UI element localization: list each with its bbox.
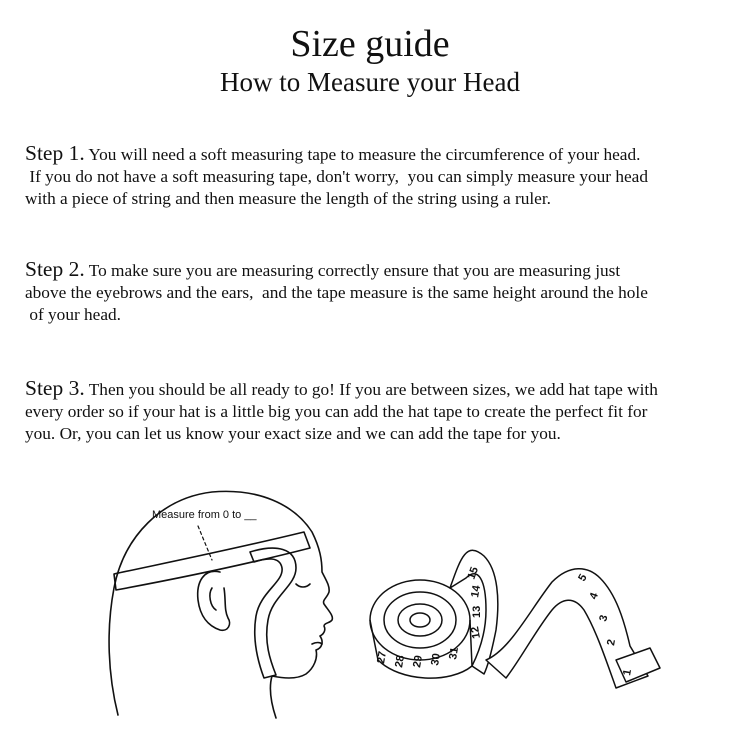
tape-number: 29 [411,654,426,669]
step-3-line-1: Then you should be all ready to go! If you are between sizes, we add hat tape with [84,380,658,399]
step-1-line-1: You will need a soft measuring tape to measure the circumference of your head. [84,145,641,164]
step-1-line-2: If you do not have a soft measuring tape, don't worry, you can simply measure your head [25,167,648,186]
tape-number: 30 [429,652,444,667]
step-3-label: Step 3. [25,376,85,400]
step-2-line-1: To make sure you are measuring correctly ensure that you are measuring just [84,261,621,280]
tape-strip [250,548,296,678]
head-caption: Measure from 0 to __ [152,509,257,521]
step-2-line-3: of your head. [25,305,121,324]
step-1-line-3: with a piece of string and then measure the length of the string using a ruler. [25,189,551,208]
tape-number: 14 [469,584,484,599]
ear-icon [198,571,230,630]
tape-number: 4 [587,591,601,602]
tape-number: 27 [375,650,390,665]
tape-number: 15 [465,565,482,582]
step-1 [25,142,725,210]
step-1-label: Step 1. [25,141,85,165]
tape-number: 12 [469,625,483,640]
measuring-illustration [100,470,700,730]
step-2 [25,258,725,326]
head-outline [109,491,332,718]
tape-number: 3 [597,613,611,623]
step-3-line-2: every order so if your hat is a little big you can add the hat tape to create the perfect fit for [25,402,648,421]
head-band [114,532,310,590]
tape-number: 31 [447,646,462,661]
tape-number: 5 [576,572,590,584]
page-subtitle: How to Measure your Head [220,67,520,97]
tape-number: 1 [621,668,635,677]
head-illustration [109,491,332,718]
page-title: Size guide [290,23,450,65]
tape-number: 28 [393,654,408,669]
step-3-line-3: you. Or, you can let us know your exact size and we can add the tape for you. [25,424,561,443]
tape-number: 13 [471,605,483,618]
step-2-line-2: above the eyebrows and the ears, and the tape measure is the same height around the hole [25,283,648,302]
tape-number: 2 [605,638,619,647]
eye-icon [296,584,310,587]
step-2-label: Step 2. [25,257,85,281]
step-3 [25,377,725,445]
